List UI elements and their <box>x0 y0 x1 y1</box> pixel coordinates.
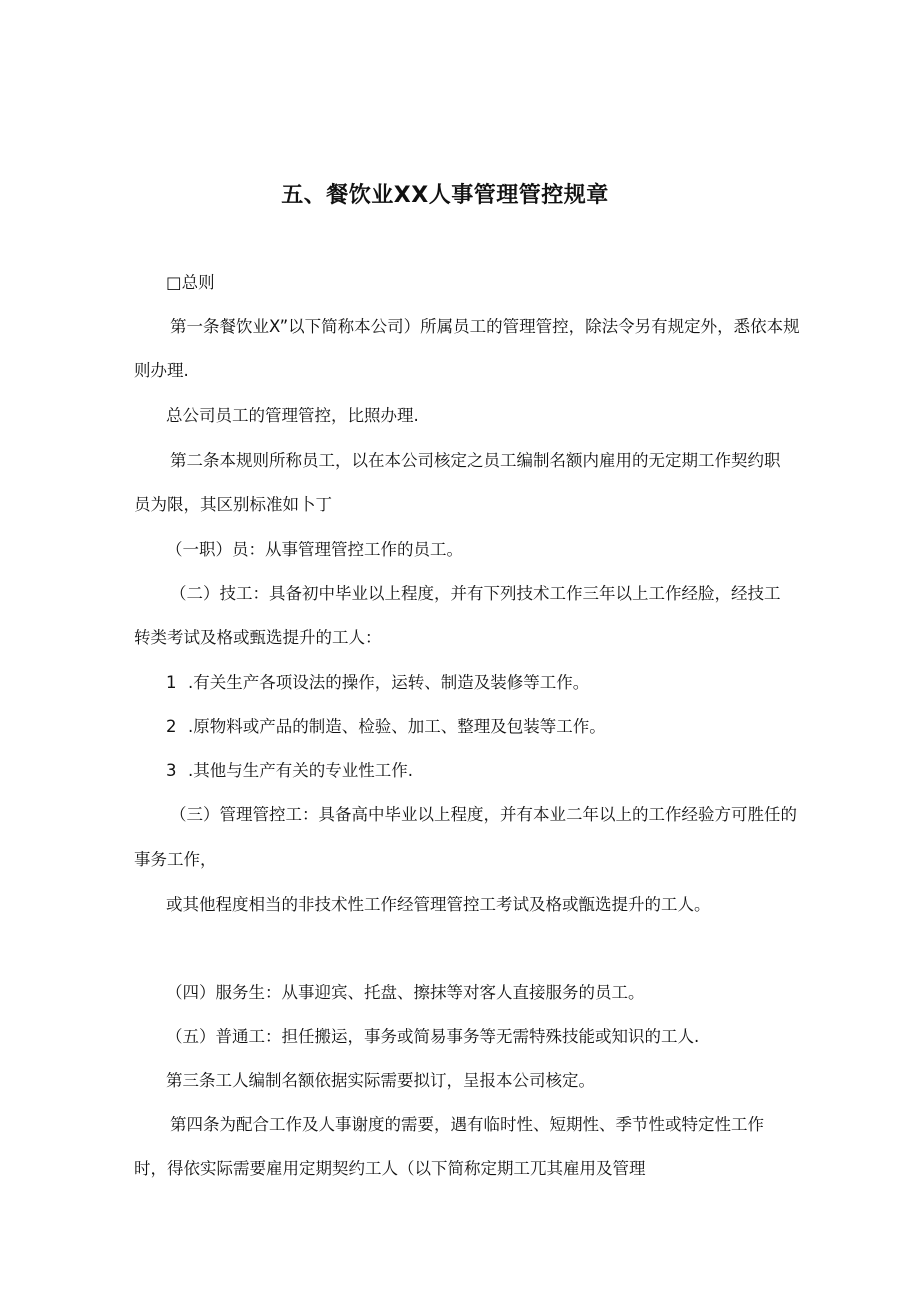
paragraph-line: 员为限，其区别标准如卜丁 <box>134 495 332 514</box>
list-number: 1 <box>166 673 177 692</box>
paragraph-line: 转类考试及格或甄选提升的工人： <box>134 628 382 647</box>
section-heading: □总则 <box>166 273 215 292</box>
paragraph-line: （二）技工：具备初中毕业以上程度，并有下列技术工作三年以上工作经脸，经技工 <box>170 584 781 603</box>
paragraph-line: （五）普通工：担任搬运，事务或简易事务等无需特殊技能或知识的工人. <box>166 1027 700 1046</box>
paragraph-line: 第三条工人编制名额依据实际需要拟订，呈报本公司核定。 <box>166 1071 595 1090</box>
paragraph-line: 总公司员工的管理管控，比照办理. <box>166 406 419 425</box>
document-title: 五、餐饮业XX人事管理管控规章 <box>281 183 609 208</box>
list-number: 2 <box>166 717 177 736</box>
list-item <box>166 716 606 738</box>
list-item-text: .原物料或产品的制造、检验、加工、整理及包装等工作。 <box>188 717 606 736</box>
paragraph-line: 第一条餐饮业X”以下简称本公司）所属员工的管理管控，除法令另有规定外，悉依本规 <box>170 317 800 336</box>
paragraph-line: 则办理. <box>134 361 189 380</box>
list-number: 3 <box>166 761 177 780</box>
paragraph-line: 第四条为配合工作及人事谢度的需要，遇有临时性、短期性、季节性或特定性工作 <box>170 1115 764 1134</box>
paragraph-line: （四）服务生：从事迎宾、托盘、擦抹等对客人直接服务的员工。 <box>166 983 645 1002</box>
paragraph-line: 事务工作， <box>134 850 217 869</box>
paragraph-line: （三）管理管控工：具备高中毕业以上程度，并有本业二年以上的工作经验方可胜任的 <box>170 805 797 824</box>
paragraph-line: 或其他程度相当的非技术性工作经管理管控工考试及格或甑选提升的工人。 <box>166 895 711 914</box>
paragraph-line: （一职）员：从事管理管控工作的员工。 <box>166 540 463 559</box>
paragraph-line: 时，得依实际需要雇用定期契约工人（以下简称定期工兀其雇用及管理 <box>134 1159 646 1178</box>
list-item-text: .有关生产各项设法的操作，运转、制造及装修等工作。 <box>188 673 590 692</box>
paragraph-line: 第二条本规则所称员工，以在本公司核定之员工编制名额内雇用的无定期工作契约职 <box>170 451 781 470</box>
list-item <box>166 672 589 694</box>
list-item <box>166 760 413 782</box>
list-item-text: .其他与生产有关的专业性工作. <box>188 761 413 780</box>
